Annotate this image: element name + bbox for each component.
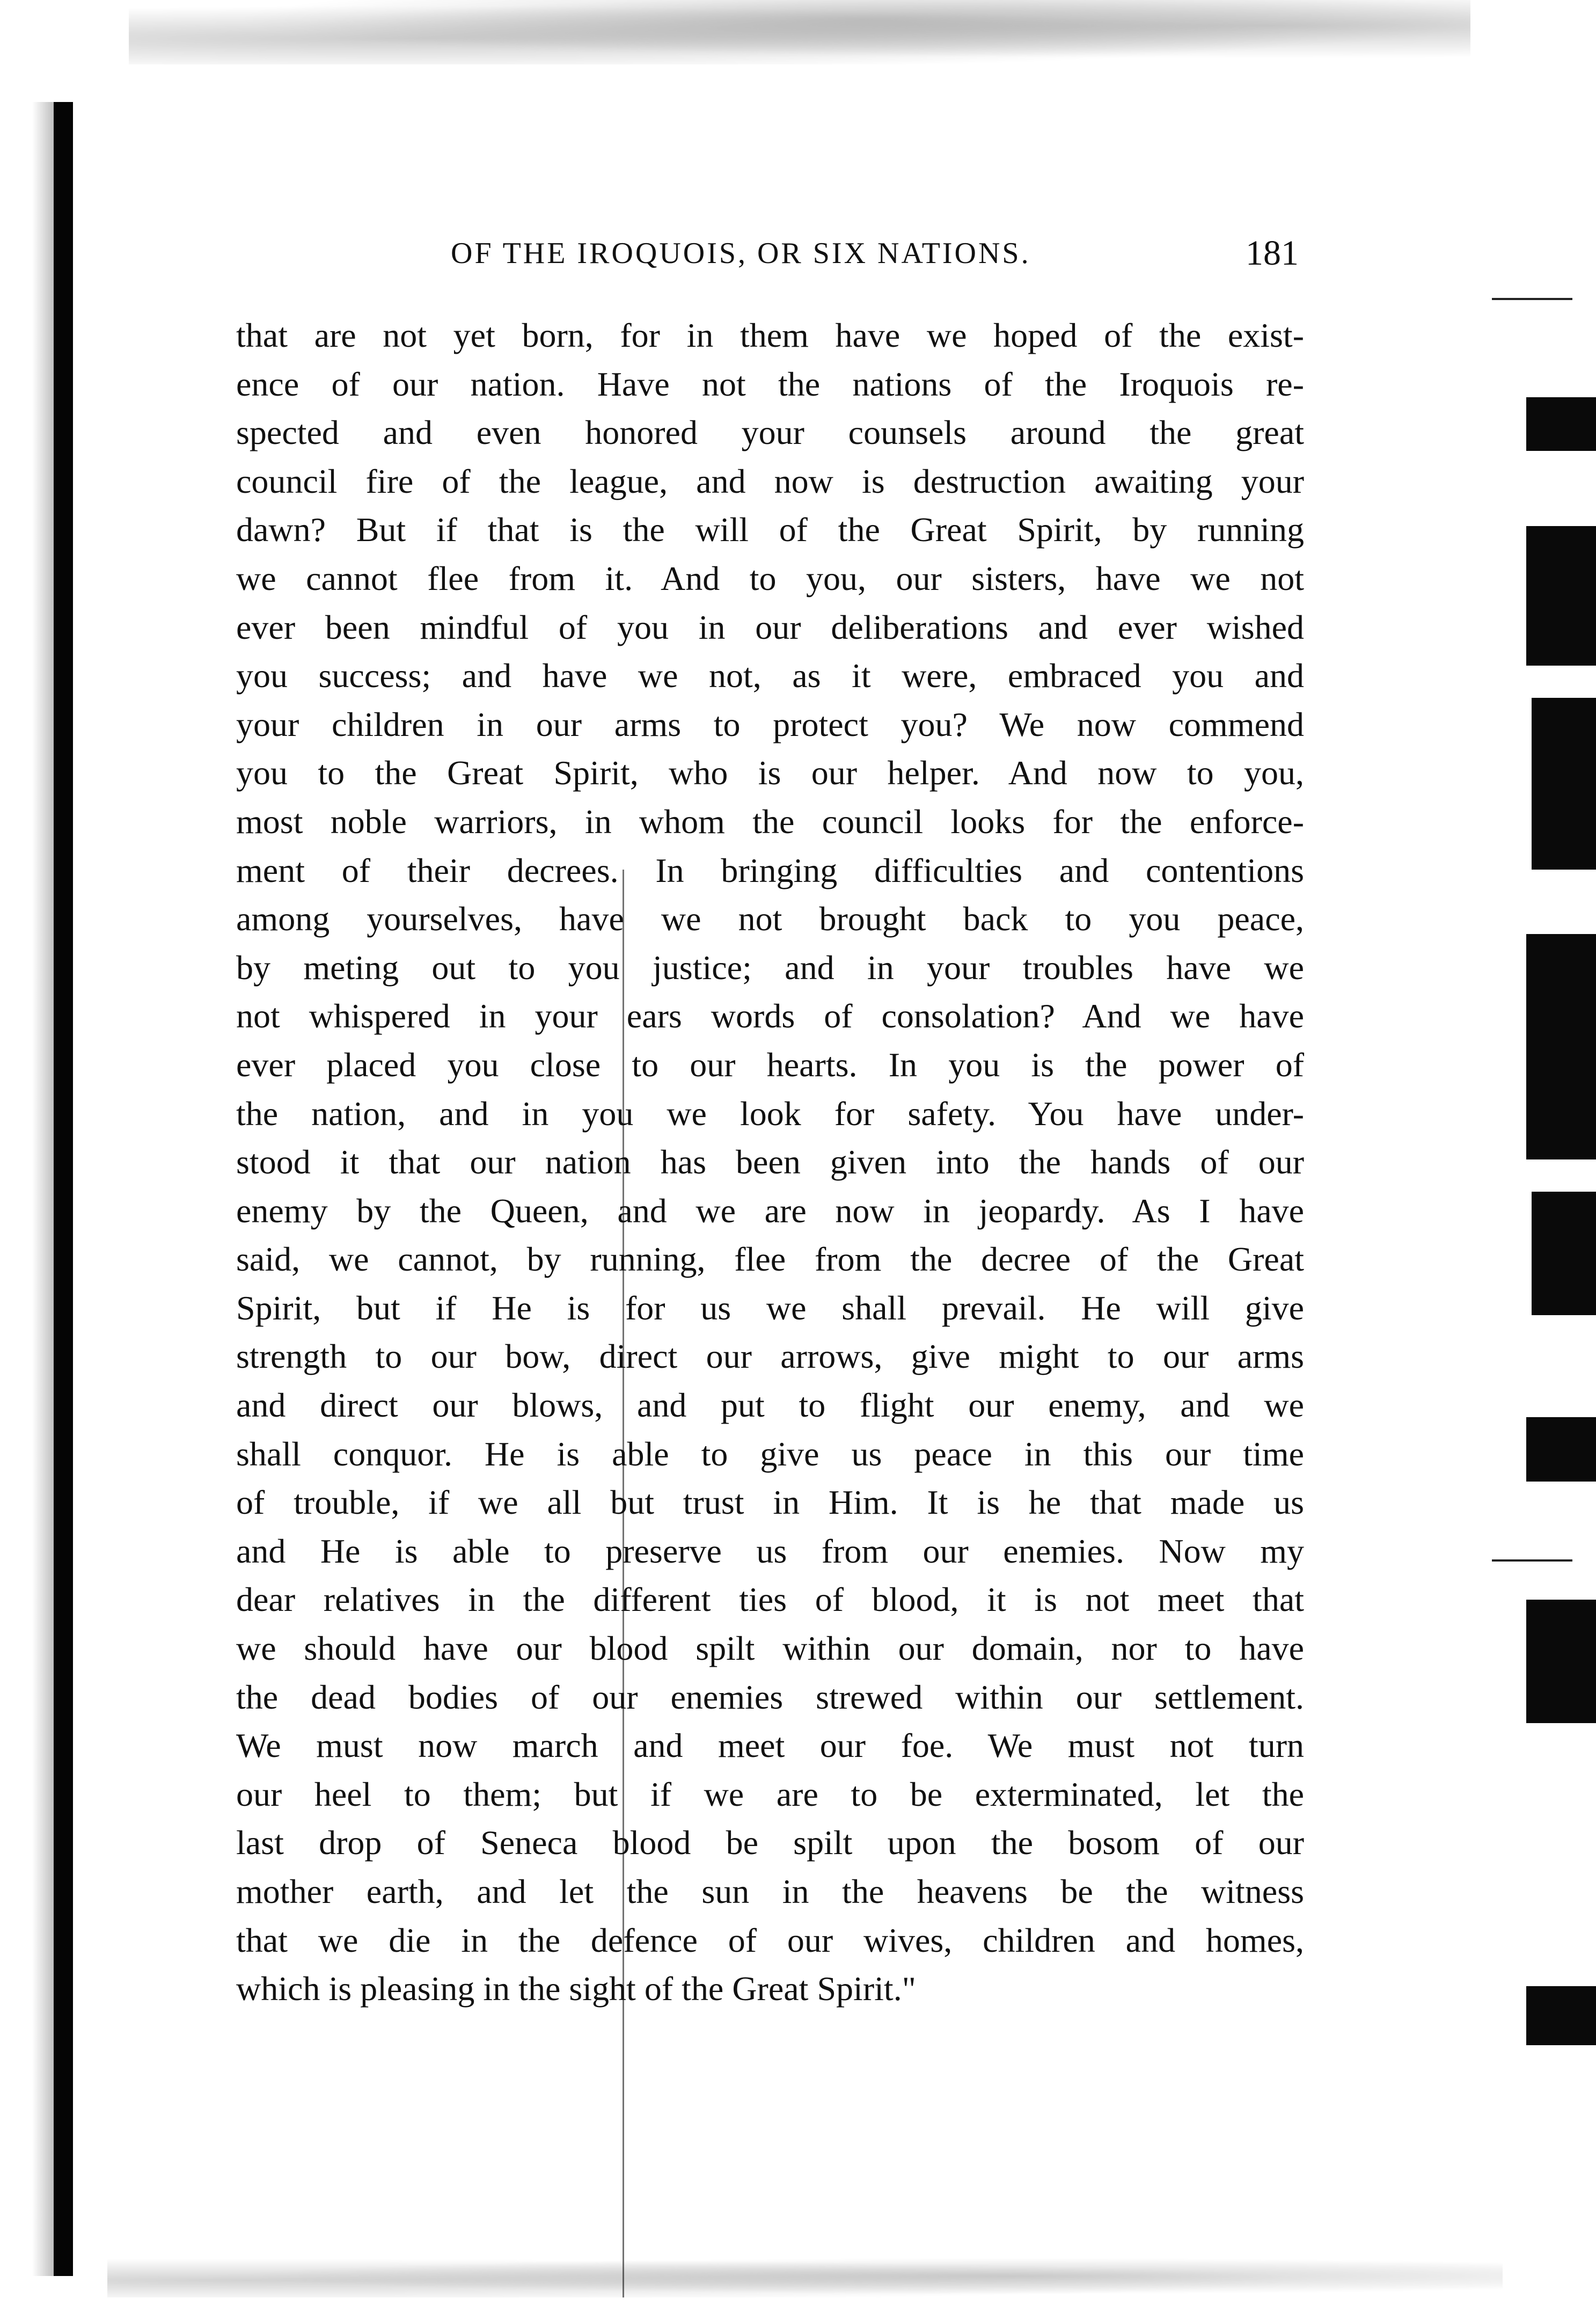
text-line: council fire of the league, and now is destruction awaiting your xyxy=(236,462,1304,500)
text-line: said, we cannot, by running, flee from the decree of the Great xyxy=(236,1240,1304,1279)
text-line: ment of their decrees. In bringing difficulties and contentions xyxy=(236,851,1304,889)
edge-block xyxy=(1526,1986,1596,2045)
text-line: by meting out to you justice; and in your troubles have we xyxy=(236,948,1304,987)
text-line: dawn? But if that is the will of the Great Spirit, by running xyxy=(236,510,1304,549)
page-number: 181 xyxy=(1246,234,1299,273)
running-head xyxy=(236,236,1299,279)
edge-rule xyxy=(1492,298,1572,300)
running-title: OF THE IROQUOIS, OR SIX NATIONS. xyxy=(451,237,1031,270)
text-line: Spirit, but if He is for us we shall prevail. He will give xyxy=(236,1288,1304,1327)
text-line: ever been mindful of you in our deliberations and ever wished xyxy=(236,608,1304,646)
text-line: we cannot flee from it. And to you, our sisters, have we not xyxy=(236,559,1304,597)
edge-block xyxy=(1526,1600,1596,1723)
text-line: dear relatives in the different ties of blood, it is not meet that xyxy=(236,1580,1304,1619)
text-line: ever placed you close to our hearts. In you is the power of xyxy=(236,1045,1304,1084)
text-line: stood it that our nation has been given into the hands of our xyxy=(236,1143,1304,1181)
text-line: and He is able to preserve us from our enemies. Now my xyxy=(236,1531,1304,1570)
text-line: your children in our arms to protect you? We now commend xyxy=(236,705,1304,743)
body-text xyxy=(236,311,1304,2014)
text-line: the dead bodies of our enemies strewed within our settlement. xyxy=(236,1677,1304,1716)
edge-block xyxy=(1526,1417,1596,1482)
text-line: which is pleasing in the sight of the Great Spirit." xyxy=(236,1970,916,2008)
text-line: among yourselves, have we not brought back to you peace, xyxy=(236,900,1304,938)
spine-shadow xyxy=(32,102,54,2276)
text-line: ence of our nation. Have not the nations of the Iroquois re- xyxy=(236,364,1304,403)
text-line: you to the Great Spirit, who is our helper. And now to you, xyxy=(236,754,1304,792)
scan-noise-bottom xyxy=(107,2255,1503,2297)
text-line: the nation, and in you we look for safety. You have under- xyxy=(236,1094,1304,1133)
text-line: spected and even honored your counsels around the great xyxy=(236,413,1304,452)
text-line: strength to our bow, direct our arrows, give might to our arms xyxy=(236,1337,1304,1376)
edge-rule xyxy=(1492,1559,1572,1562)
text-line: and direct our blows, and put to flight our enemy, and we xyxy=(236,1386,1304,1425)
text-line: last drop of Seneca blood be spilt upon the bosom of our xyxy=(236,1823,1304,1862)
scan-noise-top xyxy=(129,0,1470,64)
text-line: we should have our blood spilt within our domain, nor to have xyxy=(236,1629,1304,1668)
text-line: not whispered in your ears words of consolation? And we have xyxy=(236,997,1304,1035)
text-line: We must now march and meet our foe. We must not turn xyxy=(236,1726,1304,1765)
text-line: that are not yet born, for in them have we hoped of the exist- xyxy=(236,316,1304,354)
edge-block xyxy=(1526,397,1596,451)
text-line: you success; and have we not, as it were, embraced you and xyxy=(236,657,1304,695)
text-line: mother earth, and let the sun in the heavens be the witness xyxy=(236,1872,1304,1910)
text-line: that we die in the defence of our wives, children and homes, xyxy=(236,1921,1304,1959)
edge-block xyxy=(1532,1192,1596,1315)
book-spine-edge xyxy=(54,102,73,2276)
text-line: our heel to them; but if we are to be exterminated, let the xyxy=(236,1775,1304,1813)
text-line: enemy by the Queen, and we are now in jeopardy. As I have xyxy=(236,1191,1304,1230)
edge-block xyxy=(1526,526,1596,666)
text-line: shall conquor. He is able to give us peace in this our time xyxy=(236,1434,1304,1473)
text-line: most noble warriors, in whom the council looks for the enforce- xyxy=(236,802,1304,841)
edge-block xyxy=(1526,934,1596,1159)
edge-block xyxy=(1532,698,1596,870)
text-line: of trouble, if we all but trust in Him. It is he that made us xyxy=(236,1483,1304,1522)
